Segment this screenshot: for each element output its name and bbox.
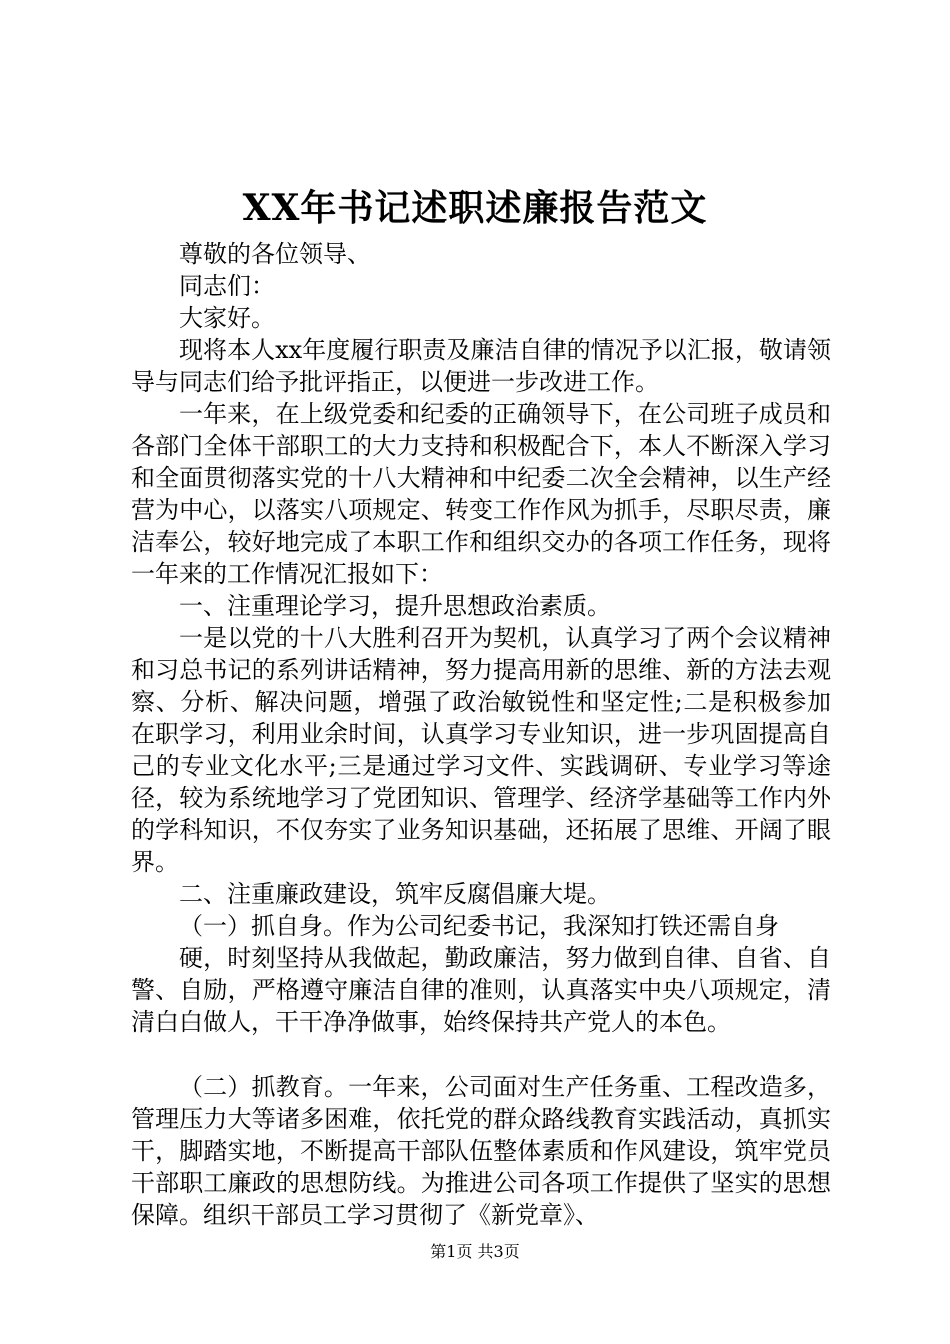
subsection-1-paragraph: 硬，时刻坚持从我做起，勤政廉洁，努力做到自律、自省、自警、自励，严格遵守廉洁自律的准则，认真落实中央八项规定，清清白白做人，干干净净做事，始终保持共产党人的本色。 (131, 944, 831, 1036)
subsection-1-heading: （一）抓自身。作为公司纪委书记，我深知打铁还需自身 (179, 912, 779, 940)
document-title: XX年书记述职述廉报告范文 (242, 187, 708, 229)
salutation-line-1: 尊敬的各位领导、 (179, 240, 371, 268)
greeting: 大家好。 (179, 304, 275, 332)
section-heading-1: 一、注重理论学习，提升思想政治素质。 (179, 592, 611, 620)
document-body (131, 238, 831, 1231)
intro-paragraph: 现将本人xx年度履行职责及廉洁自律的情况予以汇报，敬请领导与同志们给予批评指正，以便进一步改进工作。 (131, 336, 831, 396)
subsection-2-paragraph: （二）抓教育。一年来，公司面对生产任务重、工程改造多，管理压力大等诸多困难，依托党的群众路线教育实践活动，真抓实干，脚踏实地，不断提高干部队伍整体素质和作风建设，筑牢党员干部职工廉政的思想防线。为推进公司各项工作提供了坚实的思想保障。组织干部员工学习贯彻了《新党章》、 (131, 1073, 831, 1229)
overview-paragraph: 一年来，在上级党委和纪委的正确领导下，在公司班子成员和各部门全体干部职工的大力支持和积极配合下，本人不断深入学习和全面贯彻落实党的十八大精神和中纪委二次全会精神，以生产经营为中心，以落实八项规定、转变工作作风为抓手，尽职尽责，廉洁奉公，较好地完成了本职工作和组织交办的各项工作任务，现将一年来的工作情况汇报如下： (131, 400, 831, 588)
section-heading-2: 二、注重廉政建设，筑牢反腐倡廉大堤。 (179, 880, 611, 908)
section-1-paragraph: 一是以党的十八大胜利召开为契机，认真学习了两个会议精神和习总书记的系列讲话精神，努力提高用新的思维、新的方法去观察、分析、解决问题，增强了政治敏锐性和坚定性;二是积极参加在职学习，利用业余时间，认真学习专业知识，进一步巩固提高自己的专业文化水平;三是通过学习文件、实践调研、专业学习等途径，较为系统地学习了党团知识、管理学、经济学基础等工作内外的学科知识，不仅夯实了业务知识基础，还拓展了思维、开阔了眼界。 (131, 624, 831, 876)
page-footer: 第1页 共3页 (430, 1242, 520, 1261)
salutation-line-2: 同志们： (179, 272, 275, 300)
